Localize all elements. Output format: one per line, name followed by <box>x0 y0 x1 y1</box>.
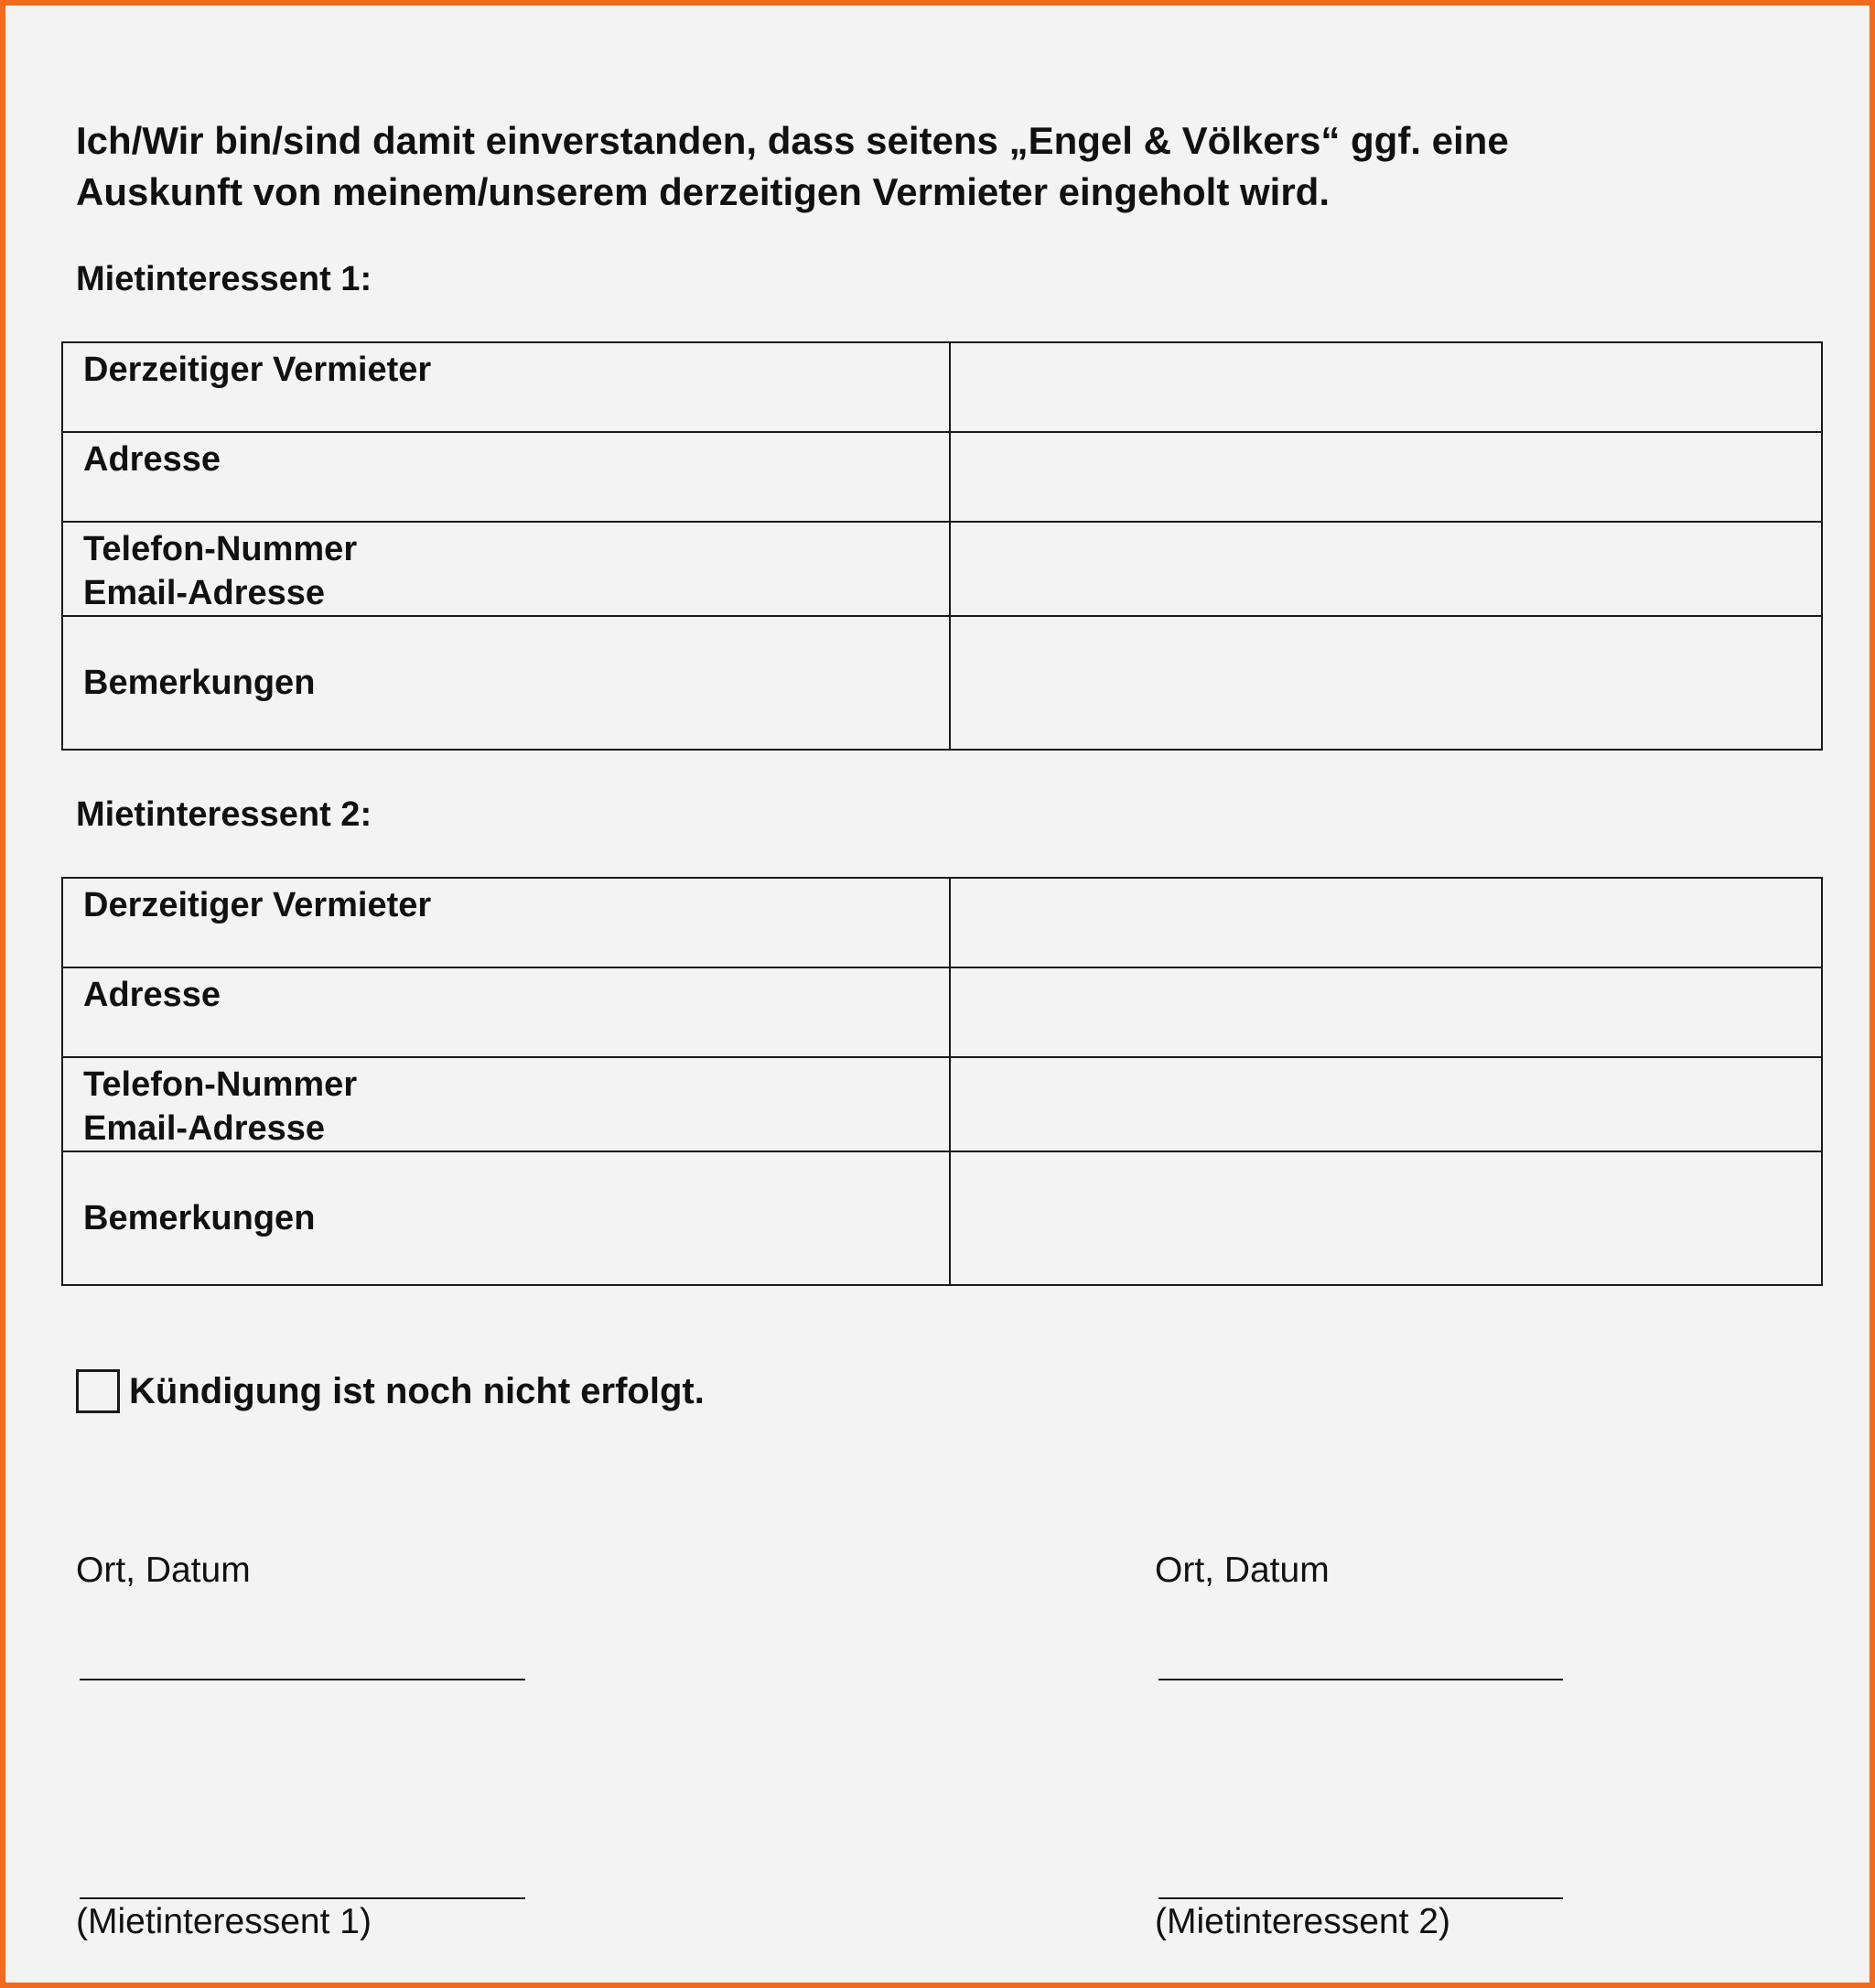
address-label: Adresse <box>83 440 221 479</box>
table-row <box>62 616 1822 750</box>
table-row <box>62 1151 1822 1285</box>
phone-email-label <box>83 523 949 615</box>
email-label: Email-Adresse <box>83 574 326 612</box>
phone-label: Telefon-Nummer <box>83 530 358 568</box>
phone-email-field[interactable] <box>950 522 1822 616</box>
current-landlord-field[interactable] <box>950 342 1822 432</box>
email-label: Email-Adresse <box>83 1109 326 1148</box>
place-date-label-left: Ort, Datum <box>76 1550 251 1590</box>
table-row <box>62 342 1822 432</box>
current-landlord-field[interactable] <box>950 878 1822 967</box>
table-row <box>62 878 1822 967</box>
remarks-field[interactable] <box>950 616 1822 750</box>
tenant-2-heading: Mietinteressent 2: <box>76 795 372 834</box>
consent-line-1: Ich/Wir bin/sind damit einverstanden, dass seitens „Engel & Völkers“ ggf. eine <box>76 119 1509 162</box>
consent-paragraph <box>76 115 1808 218</box>
place-date-line-right[interactable] <box>1158 1679 1563 1680</box>
place-date-label-right: Ort, Datum <box>1155 1550 1330 1590</box>
current-landlord-label: Derzeitiger Vermieter <box>83 886 432 924</box>
phone-label: Telefon-Nummer <box>83 1065 358 1104</box>
remarks-field[interactable] <box>950 1151 1822 1285</box>
phone-email-label <box>83 1058 949 1151</box>
consent-line-2: Auskunft von meinem/unserem derzeitigen Vermieter eingeholt wird. <box>76 170 1330 213</box>
address-field[interactable] <box>950 967 1822 1057</box>
signature-line-right[interactable] <box>1158 1897 1563 1899</box>
signature-line-left[interactable] <box>80 1897 525 1899</box>
table-row <box>62 432 1822 522</box>
phone-email-field[interactable] <box>950 1057 1822 1151</box>
signer-label-left: (Mietinteressent 1) <box>76 1902 372 1941</box>
tenant-1-table <box>61 341 1823 751</box>
remarks-label: Bemerkungen <box>83 664 316 702</box>
current-landlord-label: Derzeitiger Vermieter <box>83 351 432 389</box>
table-row <box>62 1057 1822 1151</box>
tenant-1-heading: Mietinteressent 1: <box>76 260 372 298</box>
address-label: Adresse <box>83 976 221 1014</box>
table-row <box>62 967 1822 1057</box>
termination-checkbox[interactable] <box>76 1369 120 1413</box>
signer-label-right: (Mietinteressent 2) <box>1155 1902 1450 1941</box>
place-date-line-left[interactable] <box>80 1679 525 1680</box>
address-field[interactable] <box>950 432 1822 522</box>
remarks-label: Bemerkungen <box>83 1199 316 1237</box>
termination-checkbox-label: Kündigung ist noch nicht erfolgt. <box>129 1370 705 1411</box>
table-row <box>62 522 1822 616</box>
termination-notice-row <box>76 1369 705 1413</box>
tenant-2-table <box>61 877 1823 1286</box>
